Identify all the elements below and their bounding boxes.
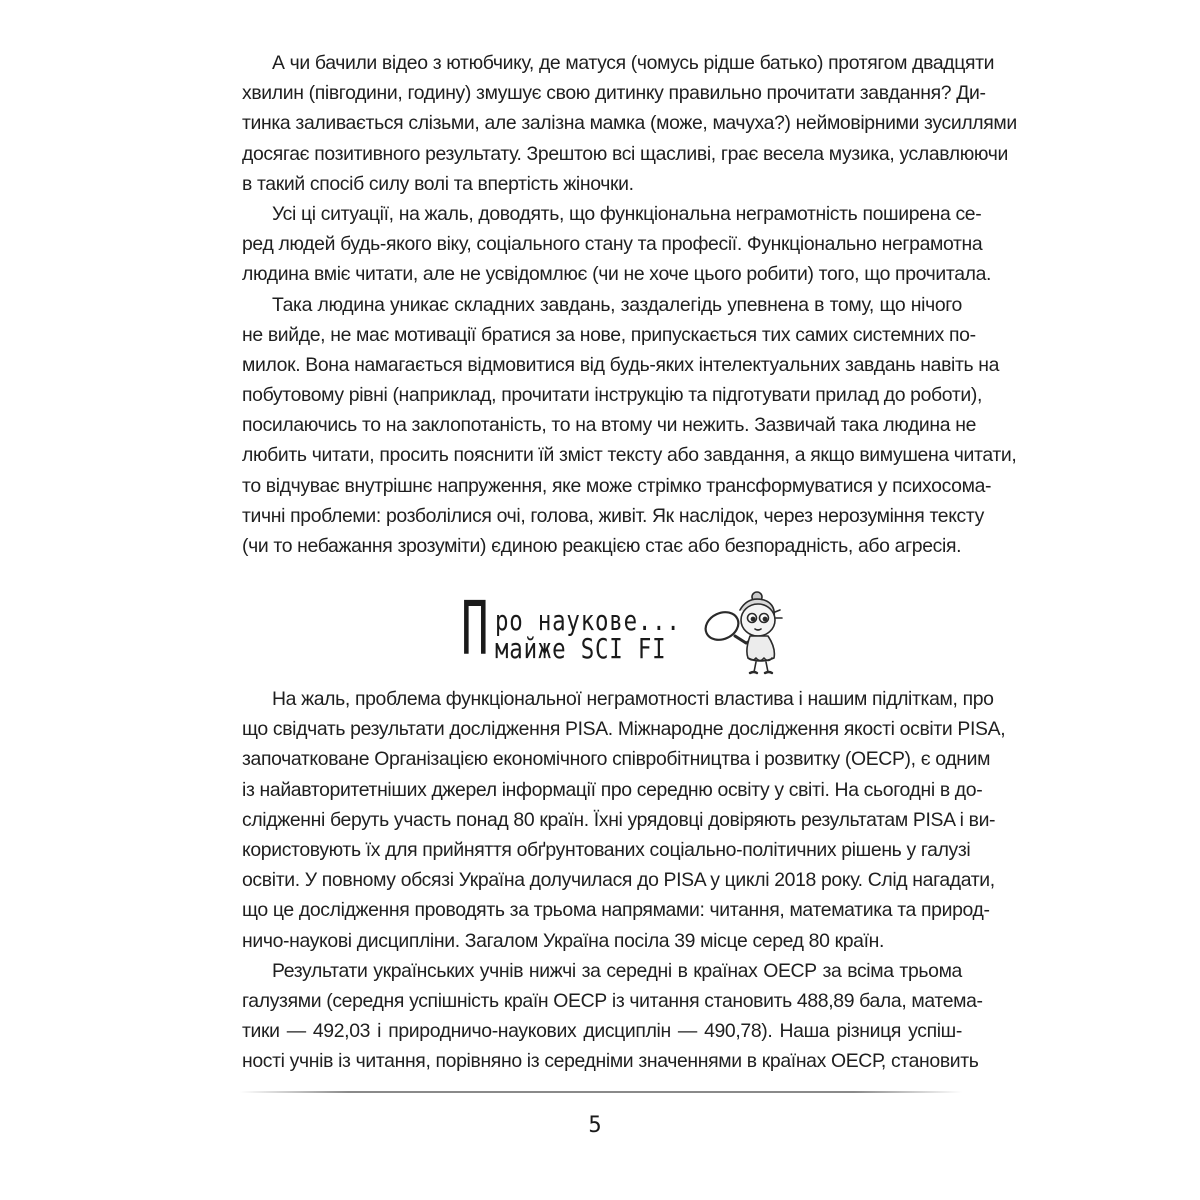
text-line: Усі ці ситуації, на жаль, доводять, що функціональна неграмотність поширена се- [272,202,982,225]
text-line: ничо-наукові дисципліни. Загалом Україна посіла 39 місце серед 80 країн. [242,929,885,952]
text-line: ред людей будь-якого віку, соціального стану та професії. Функціонально неграмотна [242,233,983,256]
text-line: із найавторитетніших джерел інформації про середню освіту у світі. На сьогодні в до- [242,778,983,801]
text-line: Результати українських учнів нижчі за середні в країнах ОЕСР за всіма трьома [272,959,962,982]
text-line: що свідчать результати дослідження PISA. Міжнародне дослідження якості освіти PISA, [242,718,1006,741]
text-line: започатковане Організацією економічного співробітництва і розвитку (ОЕСР), є одним [242,748,991,771]
text-line: хвилин (півгодини, годину) змушує свою дитинку правильно прочитати завдання? Ди- [242,82,986,105]
text-line: людина вміє читати, але не усвідомлює (чи не хоче цього робити) того, що прочитала. [242,263,992,286]
text-line: користовують їх для прийняття обґрунтованих соціально-політичних рішень у галузі [242,838,971,861]
page-number: 5 [588,1113,602,1138]
heading-line-1: ро наукове... [495,604,681,637]
text-line: що це дослідження проводять за трьома напрямами: читання, математика та природ- [242,899,990,922]
text-line: На жаль, проблема функціональної неграмотності властива і нашим підліткам, про [272,688,994,710]
text-line: слідженні беруть участь понад 80 країн. Їхні урядовці довіряють результатам PISA і ви- [242,808,996,831]
body-text-block-2 [242,684,1006,1076]
text-line: не вийде, не має мотивації братися за нове, припускається тих самих системних по- [242,323,976,346]
text-line: посилаючись то на заклопотаність, то на втому чи нежить. Зазвичай така людина не [242,414,977,437]
text-line: (чи то небажання зрозуміти) єдиною реакцією стає або безпорадність, або агресія. [242,535,962,557]
body-text-block-1 [242,48,1017,561]
heading-line-2: майже SCI FI [495,632,667,665]
text-line: тики — 492,03 і природничо-наукових дисциплін — 490,78). Наша різниця успіш- [242,1020,962,1043]
text-line: галузями (середня успішність країн ОЕСР із читання становить 488,89 бала, матема- [242,989,983,1012]
text-line: в такий спосіб силу волі та впертість жіночки. [242,172,634,195]
text-line: то відчуває внутрішнє напруження, яке може стрімко трансформуватися у психосома- [242,474,992,497]
text-line: досягає позитивного результату. Зрештою всі щасливі, грає весела музика, уславлюючи [242,142,1008,165]
footer-divider [240,1091,962,1093]
text-line: А чи бачили відео з ютюбчику, де матуся (чомусь рідше батько) протягом двадцяти [272,52,995,74]
magnifier-girl-illustration [690,588,790,678]
text-line: ності учнів із читання, порівняно із середніми значеннями в країнах ОЕСР, становить [242,1050,979,1073]
heading-initial-letter: П [461,586,489,672]
text-line: тичні проблеми: розболілися очі, голова, живіт. Як наслідок, через нерозуміння тексту [242,504,984,527]
text-line: побутовому рівні (наприклад, прочитати інструкцію та підготувати прилад до роботи), [242,384,982,407]
text-line: Така людина уникає складних завдань, заздалегідь упевнена в тому, що нічого [272,293,962,316]
text-line: любить читати, просить пояснити їй зміст тексту або завдання, а якщо вимушена читати, [242,444,1017,467]
text-line: тинка заливається слізьми, але залізна мамка (може, мачуха?) неймовірними зусиллями [242,112,1017,135]
text-line: освіти. У повному обсязі Україна долучилася до PISA у циклі 2018 року. Слід нагадати, [242,869,995,892]
text-line: милок. Вона намагається відмовитися від будь-яких інтелектуальних завдань навіть на [242,353,1000,376]
